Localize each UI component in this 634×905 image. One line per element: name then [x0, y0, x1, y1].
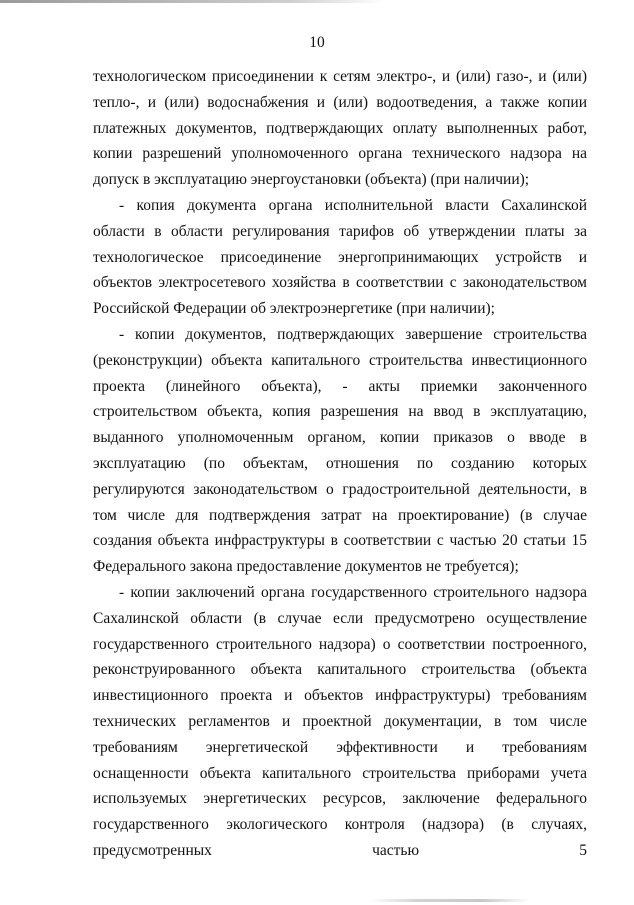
page-number: 10 — [309, 34, 325, 51]
scan-artifact-bottom — [370, 899, 530, 902]
paragraph-supervision-conclusions: - копии заключений органа государственного строительного надзора Сахалинской области (в случае если предусмотрено осуществление государственного строительного надзора) о соответствии построенного, реконструированного объекта капитального строительства (объекта инвестиционного проекта и объектов инфраструктуры) требованиям технических регламентов и проектной документации, в том числе требованиям энергетической эффективности и требованиям оснащенности объекта капитального строительства приборами учета используемых энергетических ресурсов, заключение федерального государственного экологического контроля (надзора) (в случаях, предусмотренных частью 5 — [93, 583, 587, 859]
document-body — [93, 64, 587, 864]
scan-artifact-top — [0, 0, 385, 3]
paragraph-continuation: технологическом присоединении к сетям электро-, и (или) газо-, и (или) тепло-, и (или) водоснабжения и (или) водоотведения, а также копии платежных документов, подтверждающих оплату выполненных работ, копии разрешений уполномоченного органа технического надзора на допуск в эксплуатацию энергоустановки (объекта) (при наличии); — [93, 68, 587, 189]
paragraph-tariff-document: - копия документа органа исполнительной власти Сахалинской области в области регулирования тарифов об утверждении платы за технологическое присоединение энергопринимающих устройств и объектов электросетевого хозяйства в соответствии с законодательством Российской Федерации об электроэнергетике (при наличии); — [93, 196, 587, 318]
paragraph-construction-documents: - копии документов, подтверждающих завершение строительства (реконструкции) объекта капитального строительства инвестиционного проекта (линейного объекта), - акты приемки законченного строительством объекта, копия разрешения на ввод в эксплуатацию, выданного уполномоченным органом, копии приказов о вводе в эксплуатацию (по объектам, отношения по созданию которых регулируются законодательством о градостроительной деятельности, в том числе для подтверждения затрат на проектирование) (в случае создания объекта инфраструктуры в соответствии с частью 20 статьи 15 Федерального закона предоставление документов не требуется); — [93, 325, 587, 576]
